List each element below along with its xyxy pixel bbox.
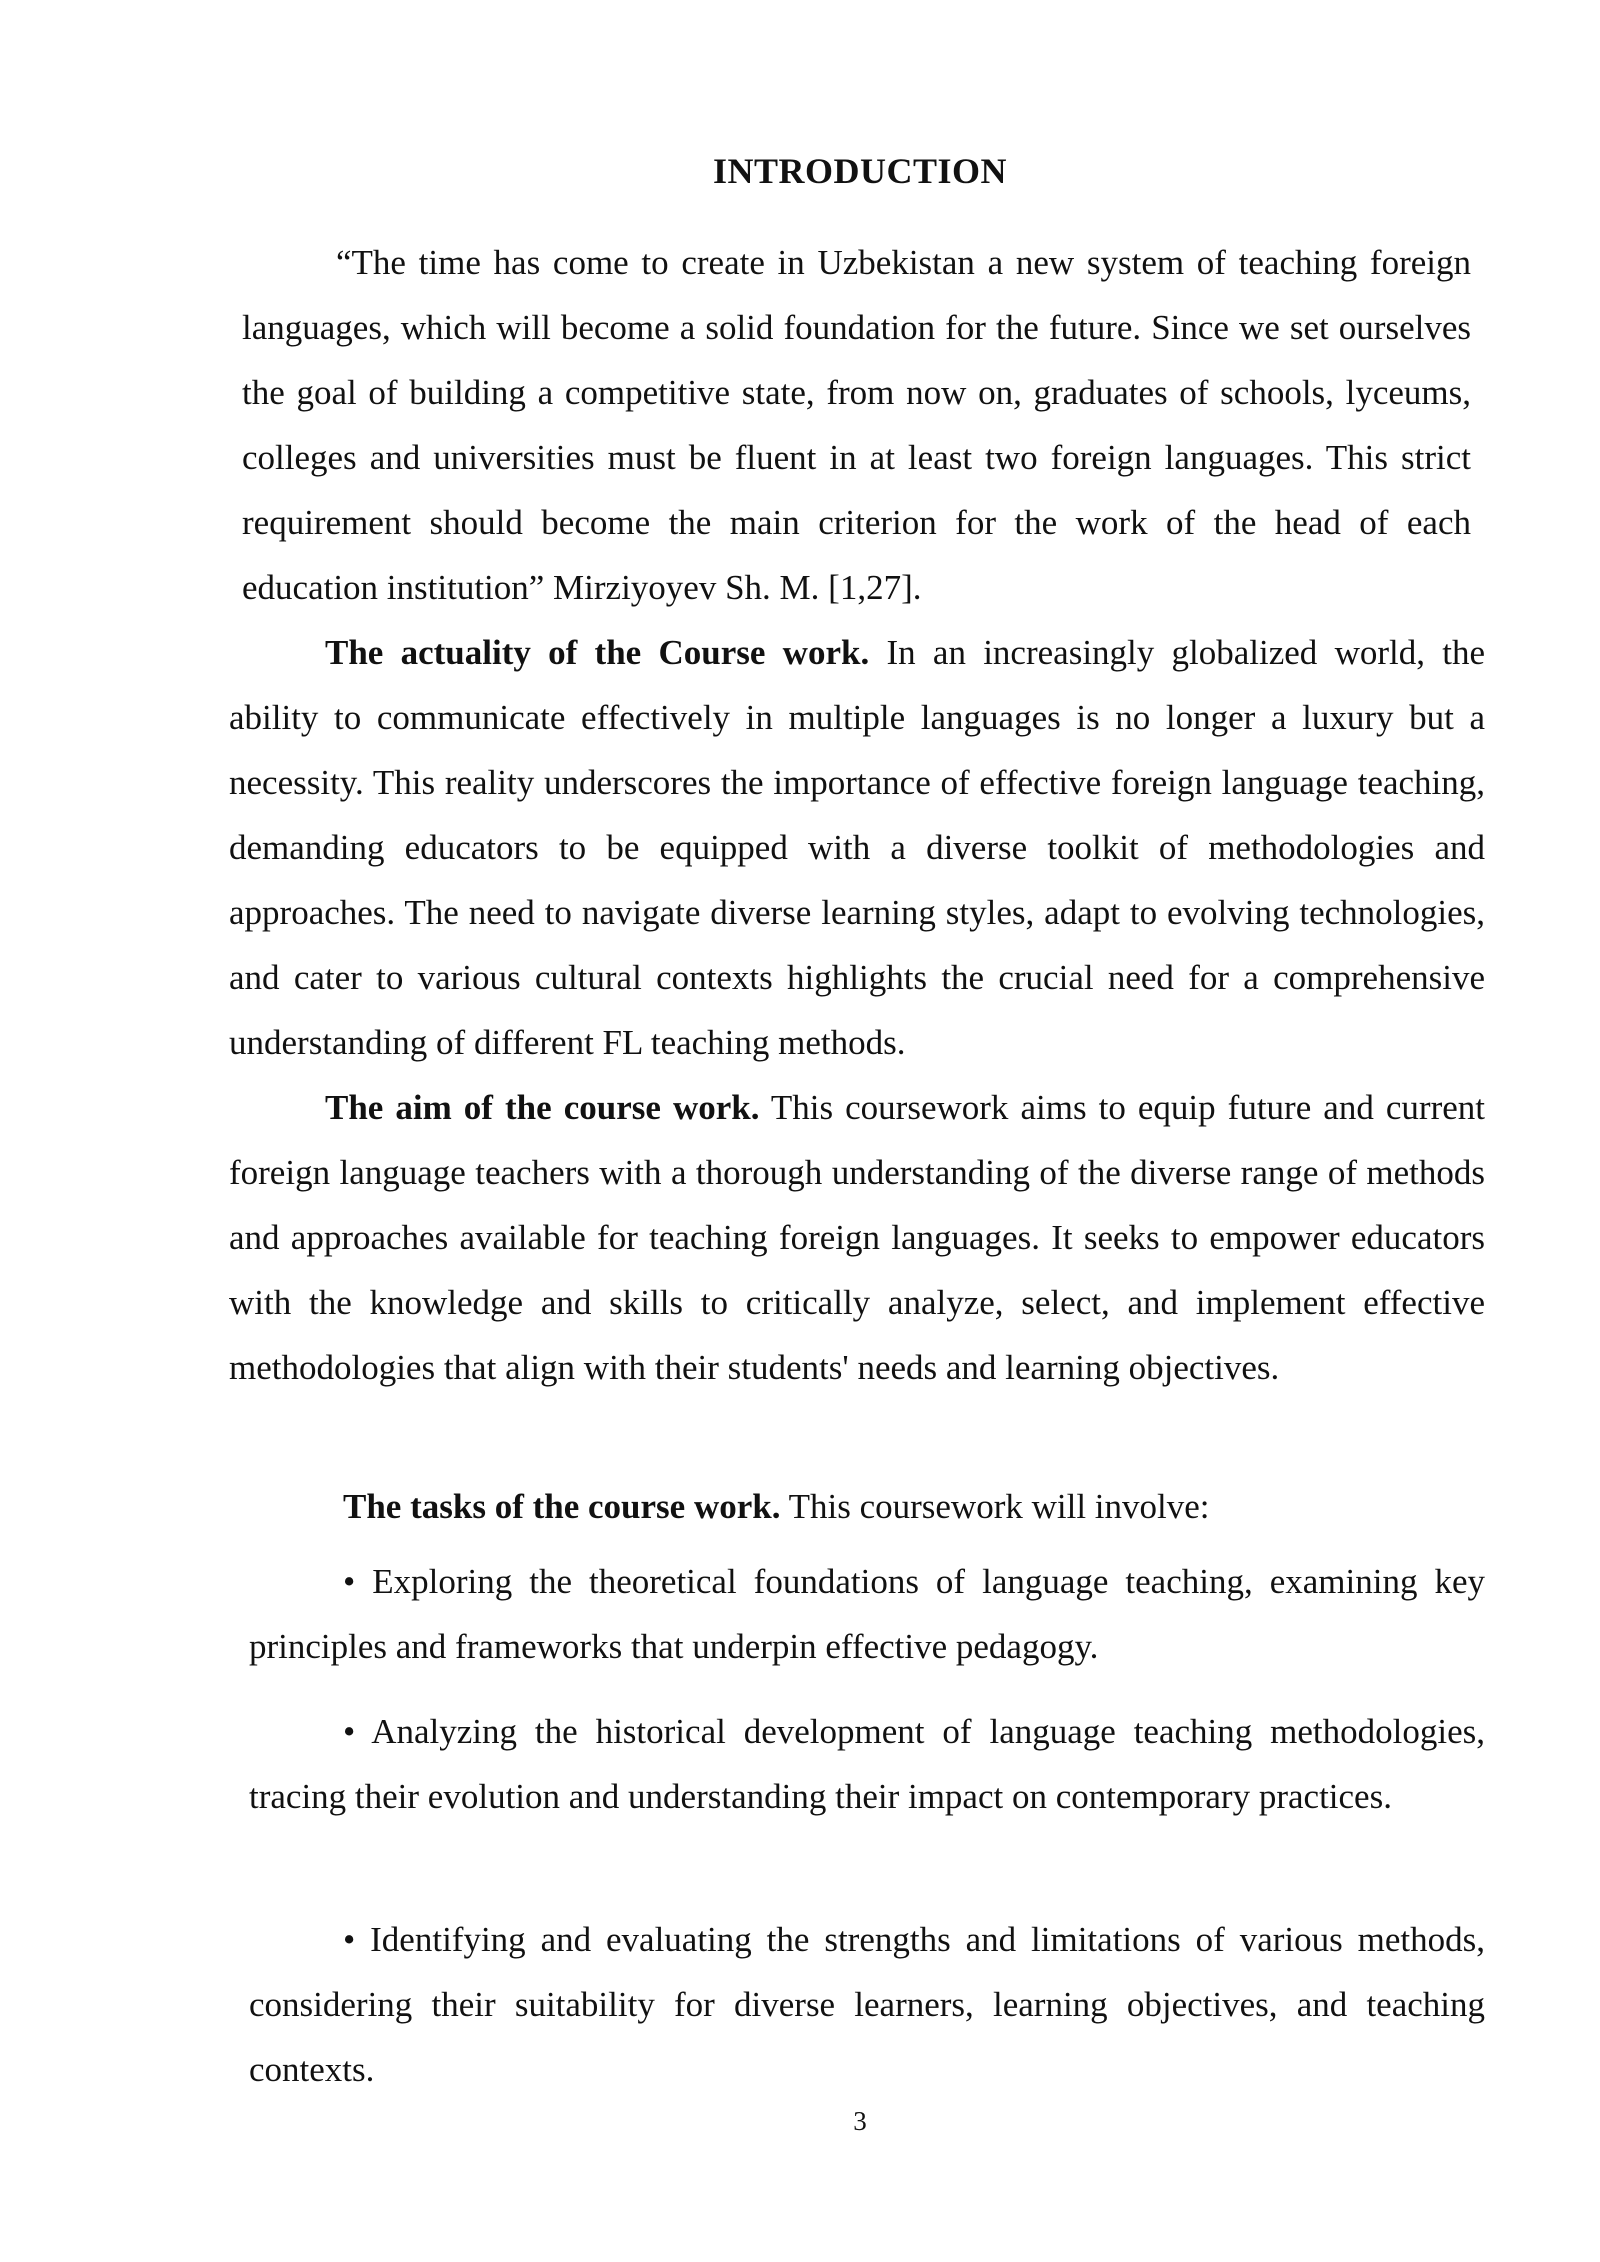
actuality-label: The actuality of the Course work. xyxy=(325,633,870,672)
task-item: • Identifying and evaluating the strengths and limitations of various methods, considering their suitability for diverse learners, learning objectives, and teaching contexts. xyxy=(249,1920,1485,2089)
tasks-text: This coursework will involve: xyxy=(780,1487,1210,1526)
tasks-label: The tasks of the course work. xyxy=(343,1487,781,1526)
actuality-text: In an increasingly globalized world, the ability to communicate effectively in multiple languages is no longer a luxury but a necessity. This reality underscores the importance of effective foreign language teaching, demanding educators to be equipped with a diverse toolkit of methodologies and approaches. The need to navigate diverse learning styles, adapt to evolving technologies, and cater to various cultural contexts highlights the crucial need for a comprehensive understanding of different FL teaching methods. xyxy=(229,633,1486,1062)
aim-paragraph xyxy=(229,1075,1485,1400)
page-number: 3 xyxy=(853,2106,867,2136)
aim-label: The aim of the course work. xyxy=(325,1088,760,1127)
task-item: • Analyzing the historical development of language teaching methodologies, tracing their evolution and understanding their impact on contemporary practices. xyxy=(249,1712,1485,1816)
task-item: • Exploring the theoretical foundations of language teaching, examining key principles and frameworks that underpin effective pedagogy. xyxy=(249,1562,1485,1666)
section-heading: INTRODUCTION xyxy=(712,151,1008,191)
actuality-paragraph xyxy=(229,620,1485,1075)
epigraph-quote: “The time has come to create in Uzbekistan a new system of teaching foreign languages, which will become a solid foundation for the future. Since we set ourselves the goal of building a competitive state, from now on, graduates of schools, lyceums, colleges and universities must be fluent in at least two foreign languages. This strict requirement should become the main criterion for the work of the head of each education institution” Mirziyoyev Sh. M. [1,27]. xyxy=(242,243,1471,607)
tasks-paragraph xyxy=(343,1474,1483,1539)
aim-text: This coursework aims to equip future and current foreign language teachers with a thorough understanding of the diverse range of methods and approaches available for teaching foreign languages. It seeks to empower educators with the knowledge and skills to critically analyze, select, and implement effective methodologies that align with their students' needs and learning objectives. xyxy=(229,1088,1485,1387)
